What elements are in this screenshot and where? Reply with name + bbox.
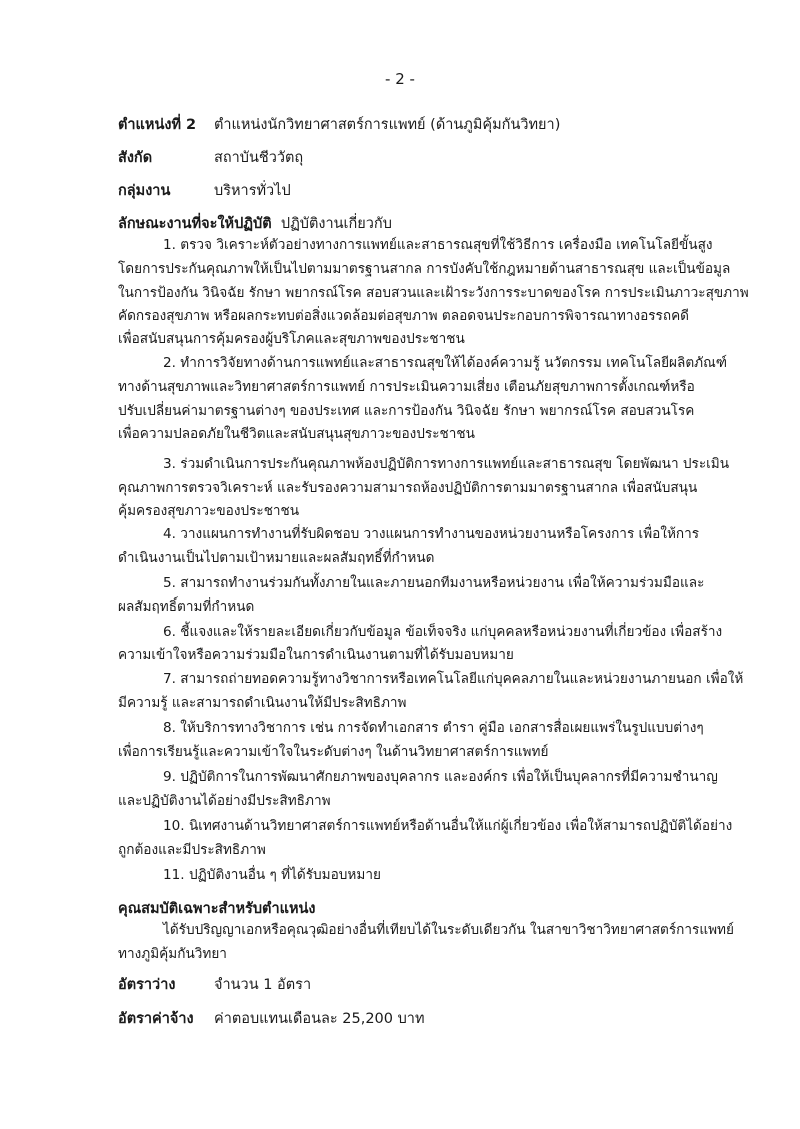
duty-line: 10. นิเทศงานด้านวิทยาศาสตร์การแพทย์หรือด้านอื่นให้แก่ผู้เกี่ยวข้อง เพื่อให้สามารถปฏิบัติได้อย่าง: [163, 818, 733, 834]
page-number: - 2 -: [385, 70, 415, 88]
duty-line: คุณภาพการตรวจวิเคราะห์ และรับรองความสามารถห้องปฏิบัติการตามมาตรฐานสากล เพื่อสนับสนุน: [118, 480, 698, 496]
qualification-line: ทางภูมิคุ้มกันวิทยา: [118, 946, 227, 962]
duty-line: เพื่อการเรียนรู้และความเข้าใจในระดับต่างๆ ในด้านวิทยาศาสตร์การแพทย์: [118, 744, 549, 760]
duty-line: 3. ร่วมดำเนินการประกันคุณภาพห้องปฏิบัติการทางการแพทย์และสาธารณสุข โดยพัฒนา ประเมิน: [163, 456, 730, 472]
qualifications-heading: [118, 897, 316, 920]
duty-line: ปรับเปลี่ยนค่ามาตรฐานต่างๆ ของประเทศ และการป้องกัน วินิจฉัย รักษา พยากรณ์โรค สอบสวนโรค: [118, 403, 695, 419]
duties-subtitle: ปฏิบัติงานเกี่ยวกับ: [280, 216, 392, 232]
duty-line: โดยการประกันคุณภาพให้เป็นไปตามมาตรฐานสากล การบังคับใช้กฎหมายด้านสาธารณสุข และเป็นข้อมูล: [118, 261, 731, 277]
duty-line: ผลสัมฤทธิ์ตามที่กำหนด: [118, 599, 255, 615]
affiliation-value: สถาบันชีววัตถุ: [214, 150, 304, 166]
duty-line: ความเข้าใจหรือความร่วมมือในการดำเนินงานตามที่ได้รับมอบหมาย: [118, 647, 514, 663]
vacancy-row: [118, 973, 311, 996]
group-label: กลุ่มงาน: [118, 183, 171, 199]
salary-value: ค่าตอบแทนเดือนละ 25,200 บาท: [214, 1011, 425, 1027]
vacancy-value: จำนวน 1 อัตรา: [214, 977, 312, 993]
affiliation-label: สังกัด: [118, 150, 153, 166]
salary-label: อัตราค่าจ้าง: [118, 1011, 194, 1027]
duty-line: ทางด้านสุขภาพและวิทยาศาสตร์การแพทย์ การประเมินความเสี่ยง เตือนภัยสุขภาพการตั้งเกณฑ์หรือ: [118, 379, 695, 395]
duty-line: 6. ชี้แจงและให้รายละเอียดเกี่ยวกับข้อมูล ข้อเท็จจริง แก่บุคคลหรือหน่วยงานที่เกี่ยวข้อง เพื่อสร้าง: [163, 624, 723, 640]
duty-line: คัดกรองสุขภาพ หรือผลกระทบต่อสิ่งแวดล้อมต่อสุขภาพ ตลอดจนประกอบการพิจารณาทางอรรถคดี: [118, 308, 690, 324]
duty-line: เพื่อความปลอดภัยในชีวิตและสนับสนุนสุขภาวะของประชาชน: [118, 426, 475, 442]
position-label: ตำแหน่งที่ 2: [118, 117, 197, 133]
duty-line: 5. สามารถทำงานร่วมกันทั้งภายในและภายนอกทีมงานหรือหน่วยงาน เพื่อให้ความร่วมมือและ: [163, 575, 705, 591]
duty-line: 9. ปฏิบัติการในการพัฒนาศักยภาพของบุคลากร และองค์กร เพื่อให้เป็นบุคลากรที่มีความชำนาญ: [163, 769, 718, 785]
group-value: บริหารทั่วไป: [214, 183, 291, 199]
position-row: [118, 113, 560, 136]
duty-line: 1. ตรวจ วิเคราะห์ตัวอย่างทางการแพทย์และสาธารณสุขที่ใช้วิธีการ เครื่องมือ เทคโนโลยีขั้นสูง: [163, 237, 713, 253]
duty-line: ในการป้องกัน วินิจฉัย รักษา พยากรณ์โรค สอบสวนและเฝ้าระวังการระบาดของโรค การประเมินภาวะสุขภาพ: [118, 285, 749, 301]
duty-line: และปฏิบัติงานได้อย่างมีประสิทธิภาพ: [118, 793, 331, 809]
duty-line: 8. ให้บริการทางวิชาการ เช่น การจัดทำเอกสาร ตำรา คู่มือ เอกสารสื่อเผยแพร่ในรูปแบบต่างๆ: [163, 720, 704, 736]
duty-line: ถูกต้องและมีประสิทธิภาพ: [118, 842, 266, 858]
duty-line: มีความรู้ และสามารถดำเนินงานให้มีประสิทธิภาพ: [118, 695, 407, 711]
duty-line: เพื่อสนับสนุนการคุ้มครองผู้บริโภคและสุขภาพของประชาชน: [118, 331, 465, 347]
duty-line: 2. ทำการวิจัยทางด้านการแพทย์และสาธารณสุขให้ได้องค์ความรู้ นวัตกรรม เทคโนโลยีผลิตภัณฑ์: [163, 355, 728, 371]
vacancy-label: อัตราว่าง: [118, 977, 176, 993]
duty-line: 7. สามารถถ่ายทอดความรู้ทางวิชาการหรือเทคโนโลยีแก่บุคคลภายในและหน่วยงานภายนอก เพื่อให้: [163, 671, 744, 687]
affiliation-row: [118, 146, 303, 169]
group-row: [118, 179, 291, 202]
salary-row: [118, 1007, 425, 1030]
qualifications-title: คุณสมบัติเฉพาะสำหรับตำแหน่ง: [118, 901, 316, 917]
duty-line: 4. วางแผนการทำงานที่รับผิดชอบ วางแผนการทำงานของหน่วยงานหรือโครงการ เพื่อให้การ: [163, 526, 700, 542]
duty-line: คุ้มครองสุขภาวะของประชาชน: [118, 503, 300, 519]
duty-line: ดำเนินงานเป็นไปตามเป้าหมายและผลสัมฤทธิ์ที่กำหนด: [118, 550, 435, 566]
duties-heading: [118, 212, 392, 235]
position-value: ตำแหน่งนักวิทยาศาสตร์การแพทย์ (ด้านภูมิคุ้มกันวิทยา): [214, 117, 561, 133]
qualification-line: ได้รับปริญญาเอกหรือคุณวุฒิอย่างอื่นที่เทียบได้ในระดับเดียวกัน ในสาขาวิชาวิทยาศาสตร์การแพทย์: [163, 922, 734, 938]
duty-line: 11. ปฏิบัติงานอื่น ๆ ที่ได้รับมอบหมาย: [163, 867, 381, 883]
duties-title: ลักษณะงานที่จะให้ปฏิบัติ: [118, 216, 272, 232]
